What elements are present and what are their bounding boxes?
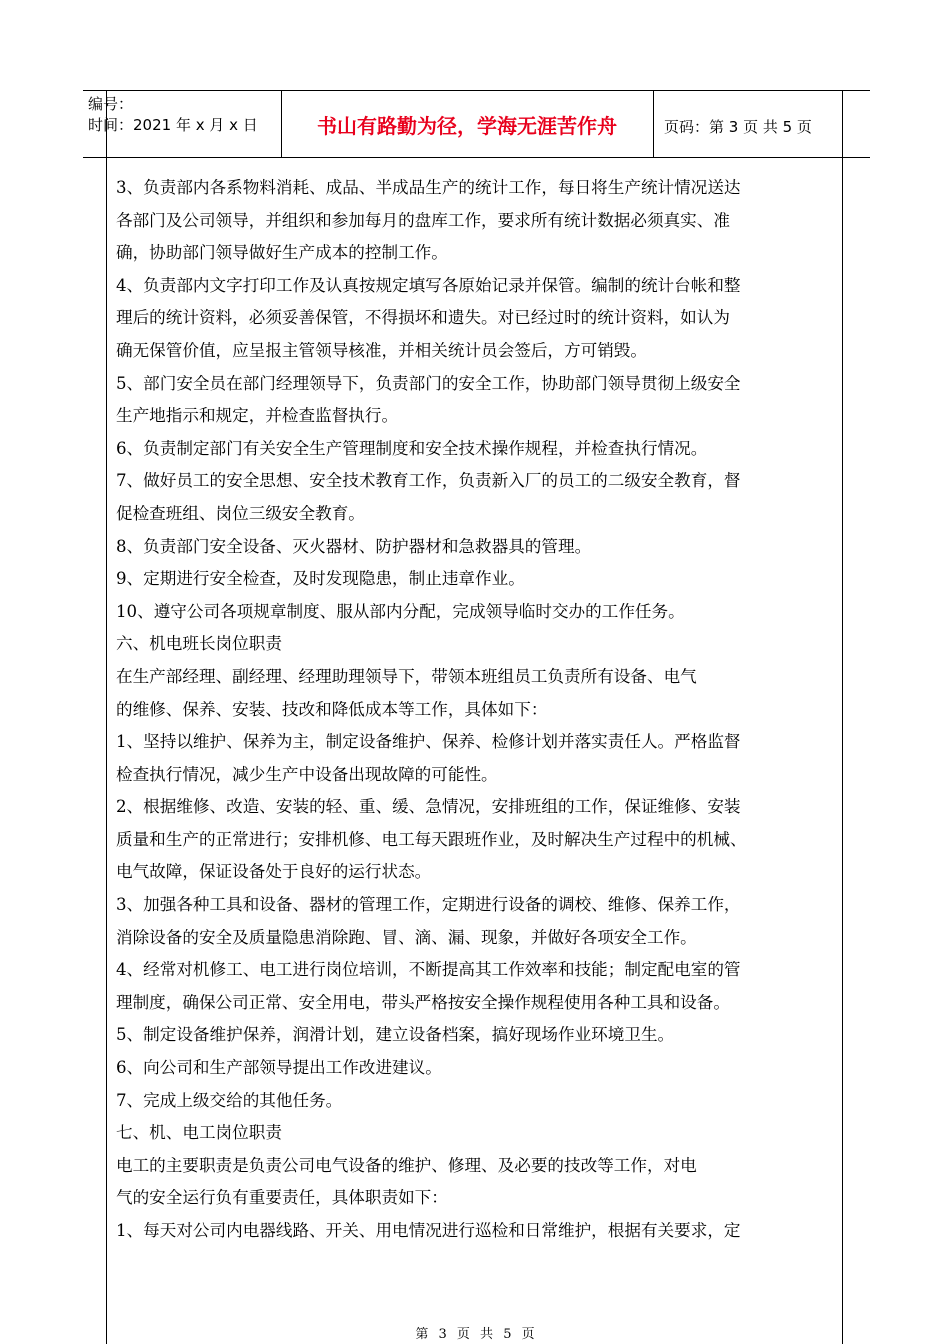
text-line: 在生产部经理、副经理、经理助理领导下，带领本班组员工负责所有设备、电气: [116, 666, 697, 686]
page-footer: 第 3 页 共 5 页: [415, 1327, 535, 1342]
text-line: 的维修、保养、安装、技改和降低成本等工作，具体如下：: [116, 699, 548, 719]
text-line: 促检查班组、岗位三级安全教育。: [116, 503, 365, 523]
header-bottom-border: [83, 157, 870, 158]
content-left-border: [106, 90, 107, 1344]
text-line: 7、完成上级交给的其他任务。: [116, 1090, 343, 1110]
text-line: 六、机电班长岗位职责: [116, 634, 282, 654]
text-line: 1、每天对公司内电器线路、开关、用电情况进行巡检和日常维护，根据有关要求，定: [116, 1221, 741, 1240]
text-line: 电气故障，保证设备处于良好的运行状态。: [116, 862, 432, 882]
text-line: 3、加强各种工具和设备、器材的管理工作，定期进行设备的调校、维修、保养工作，: [116, 895, 741, 915]
text-line: 6、向公司和生产部领导提出工作改进建议。: [116, 1058, 442, 1078]
text-line: 3、负责部内各系物料消耗、成品、半成品生产的统计工作，每日将生产统计情况送达: [116, 178, 741, 197]
text-line: 1、坚持以维护、保养为主，制定设备维护、保养、检修计划并落实责任人。严格监督: [116, 732, 741, 752]
text-line: 各部门及公司领导，并组织和参加每月的盘库工作，要求所有统计数据必须真实、准: [116, 210, 730, 230]
document-body: [116, 172, 846, 1248]
text-line: 2、根据维修、改造、安装的轻、重、缓、急情况，安排班组的工作，保证维修、安装: [116, 797, 741, 817]
text-line: 质量和生产的正常进行；安排机修、电工每天跟班作业，及时解决生产过程中的机械、: [116, 829, 747, 849]
text-line: 5、制定设备维护保养，润滑计划，建立设备档案，搞好现场作业环境卫生。: [116, 1025, 675, 1045]
page-info: 页码：第 3 页 共 5 页: [664, 118, 812, 136]
text-line: 9、定期进行安全检查，及时发现隐患，制止违章作业。: [116, 569, 525, 589]
text-line: 确无保管价值，应呈报主管领导核准，并相关统计员会签后，方可销毁。: [116, 340, 647, 360]
header-divider-3: [842, 90, 843, 157]
text-line: 电工的主要职责是负责公司电气设备的维护、修理、及必要的技改等工作，对电: [116, 1155, 697, 1175]
header-divider-2: [653, 90, 654, 157]
header-top-border: [83, 90, 870, 91]
text-line: 确，协助部门领导做好生产成本的控制工作。: [116, 243, 448, 263]
text-line: 4、经常对机修工、电工进行岗位培训，不断提高其工作效率和技能；制定配电室的管: [116, 960, 741, 980]
time-line: 时间：2021 年 x 月 x 日: [88, 116, 258, 134]
text-line: 生产地指示和规定，并检查监督执行。: [116, 406, 399, 426]
text-line: 检查执行情况，减少生产中设备出现故障的可能性。: [116, 764, 498, 784]
text-line: 7、做好员工的安全思想、安全技术教育工作，负责新入厂的员工的二级安全教育，督: [116, 471, 741, 491]
text-line: 5、部门安全员在部门经理领导下，负责部门的安全工作，协助部门领导贯彻上级安全: [116, 373, 741, 393]
text-line: 理后的统计资料，必须妥善保管，不得损坏和遗失。对已经过时的统计资料，如认为: [116, 308, 730, 328]
text-line: 10、遵守公司各项规章制度、服从部内分配，完成领导临时交办的工作任务。: [116, 601, 685, 621]
text-line: 七、机、电工岗位职责: [116, 1123, 282, 1143]
text-line: 8、负责部门安全设备、灭火器材、防护器材和急救器具的管理。: [116, 536, 592, 556]
text-line: 理制度，确保公司正常、安全用电，带头严格按安全操作规程使用各种工具和设备。: [116, 992, 730, 1012]
text-line: 4、负责部内文字打印工作及认真按规定填写各原始记录并保管。编制的统计台帐和整: [116, 275, 741, 295]
number-label: 编号：: [88, 95, 134, 113]
text-line: 消除设备的安全及质量隐患消除跑、冒、滴、漏、现象，并做好各项安全工作。: [116, 927, 697, 947]
text-line: 气的安全运行负有重要责任，具体职责如下：: [116, 1188, 448, 1208]
text-line: 6、负责制定部门有关安全生产管理制度和安全技术操作规程，并检查执行情况。: [116, 438, 708, 458]
motto-text: 书山有路勤为径，学海无涯苦作舟: [317, 114, 617, 138]
header-info: [88, 94, 258, 136]
